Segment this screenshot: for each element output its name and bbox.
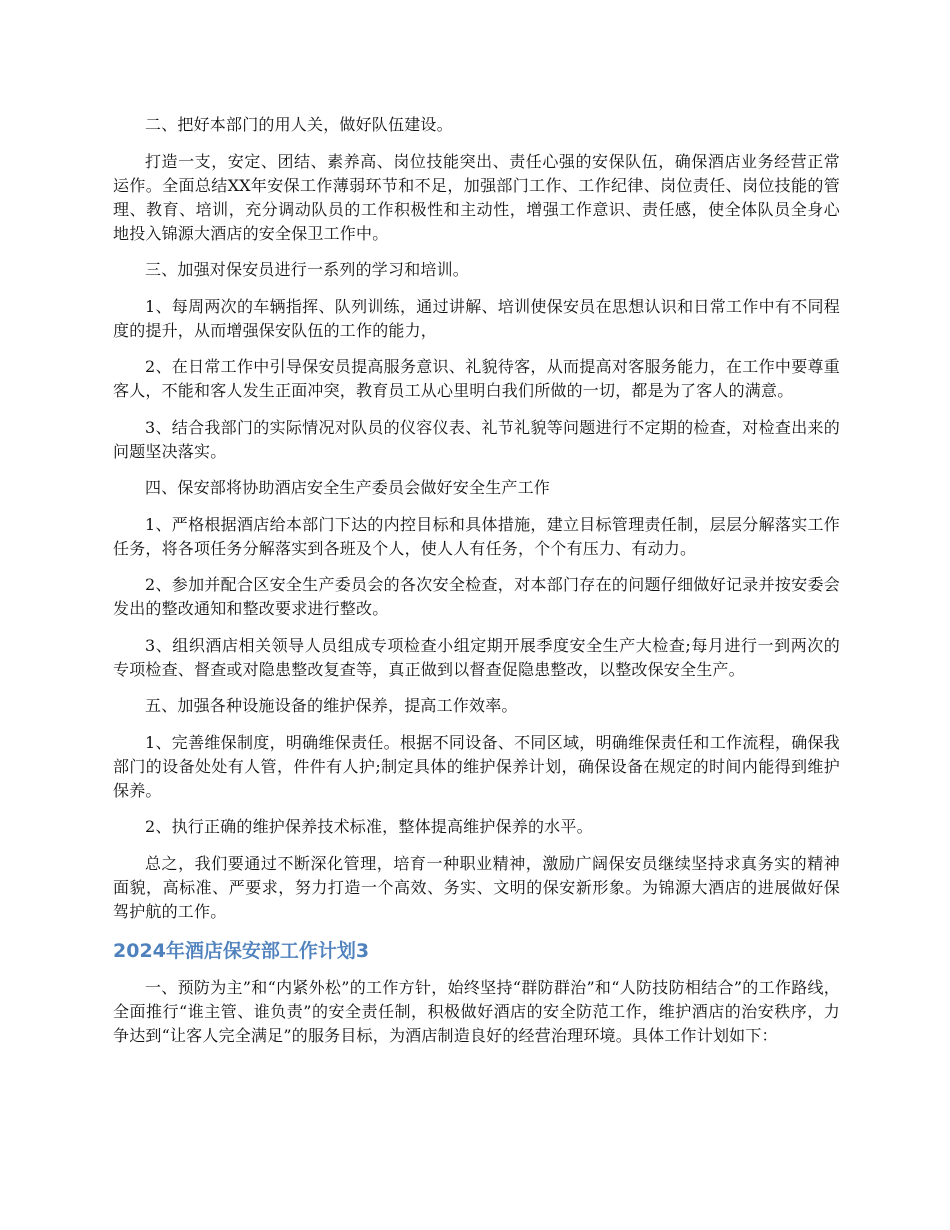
- paragraph-section-5-title: 五、加强各种设施设备的维护保养，提高工作效率。: [145, 696, 518, 715]
- paragraph-conclusion: 总之，我们要通过不断深化管理，培育一种职业精神，激励广阔保安员继续坚持求真务实的精神面貌，高标准、严要求，努力打造一个高效、务实、文明的保安新形象。为锦源大酒店的进展做好保驾护航的工作。: [113, 853, 840, 921]
- paragraph-training-1: 1、每周两次的车辆指挥、队列训练，通过讲解、培训使保安员在思想认识和日常工作中有不同程度的提升，从而增强保安队伍的工作的能力，: [113, 296, 840, 340]
- paragraph-safety-2: 2、参加并配合区安全生产委员会的各次安全检查，对本部门存在的问题仔细做好记录并按安委会发出的整改通知和整改要求进行整改。: [113, 575, 840, 618]
- paragraph-maintenance-1: 1、完善维保制度，明确维保责任。根据不同设备、不同区域，明确维保责任和工作流程，确保我部门的设备处处有人管，件件有人护;制定具体的维护保养计划，确保设备在规定的时间内能得到维护保养。: [113, 732, 840, 800]
- paragraph-safety-1: 1、严格根据酒店给本部门下达的内控目标和具体措施，建立目标管理责任制，层层分解落实工作任务，将各项任务分解落实到各班及个人，使人人有任务，个个有压力、有动力。: [113, 514, 840, 558]
- paragraph-section-3-title: 三、加强对保安员进行一系列的学习和培训。: [145, 260, 470, 279]
- paragraph-plan-intro: 一、预防为主”和“内紧外松”的工作方针，始终坚持“群防群治”和“人防技防相结合”的工作路线，全面推行“谁主管、谁负责”的安全责任制，积极做好酒店的安全防范工作，维护酒店的治安秩序，力争达到“让客人完全满足”的服务目标，为酒店制造良好的经营治理环境。具体工作计划如下：: [113, 977, 840, 1045]
- paragraph-team-building: 打造一支，安定、团结、素养高、岗位技能突出、责任心强的安保队伍，确保酒店业务经营正常运作。全面总结XX年安保工作薄弱环节和不足，加强部门工作、工作纪律、岗位责任、岗位技能的管理、教育、培训，充分调动队员的工作积极性和主动性，增强工作意识、责任感，使全体队员全身心地投入锦源大酒店的安全保卫工作中。: [113, 151, 840, 243]
- document-body: [113, 113, 840, 1060]
- paragraph-section-4-title: 四、保安部将协助酒店安全生产委员会做好安全生产工作: [145, 478, 551, 497]
- paragraph-training-3: 3、结合我部门的实际情况对队员的仪容仪表、礼节礼貌等问题进行不定期的检查，对检查出来的问题坚决落实。: [113, 417, 840, 461]
- paragraph-training-2: 2、在日常工作中引导保安员提高服务意识、礼貌待客，从而提高对客服务能力，在工作中要尊重客人，不能和客人发生正面冲突，教育员工从心里明白我们所做的一切，都是为了客人的满意。: [113, 357, 840, 400]
- paragraph-section-2-title: 二、把好本部门的用人关，做好队伍建设。: [145, 115, 453, 134]
- paragraph-maintenance-2: 2、执行正确的维护保养技术标准，整体提高维护保养的水平。: [145, 817, 593, 836]
- section-heading: 2024年酒店保安部工作计划3: [113, 939, 370, 962]
- paragraph-safety-3: 3、组织酒店相关领导人员组成专项检查小组定期开展季度安全生产大检查;每月进行一到两次的专项检查、督查或对隐患整改复查等，真正做到以督查促隐患整改，以整改保安全生产。: [113, 635, 840, 679]
